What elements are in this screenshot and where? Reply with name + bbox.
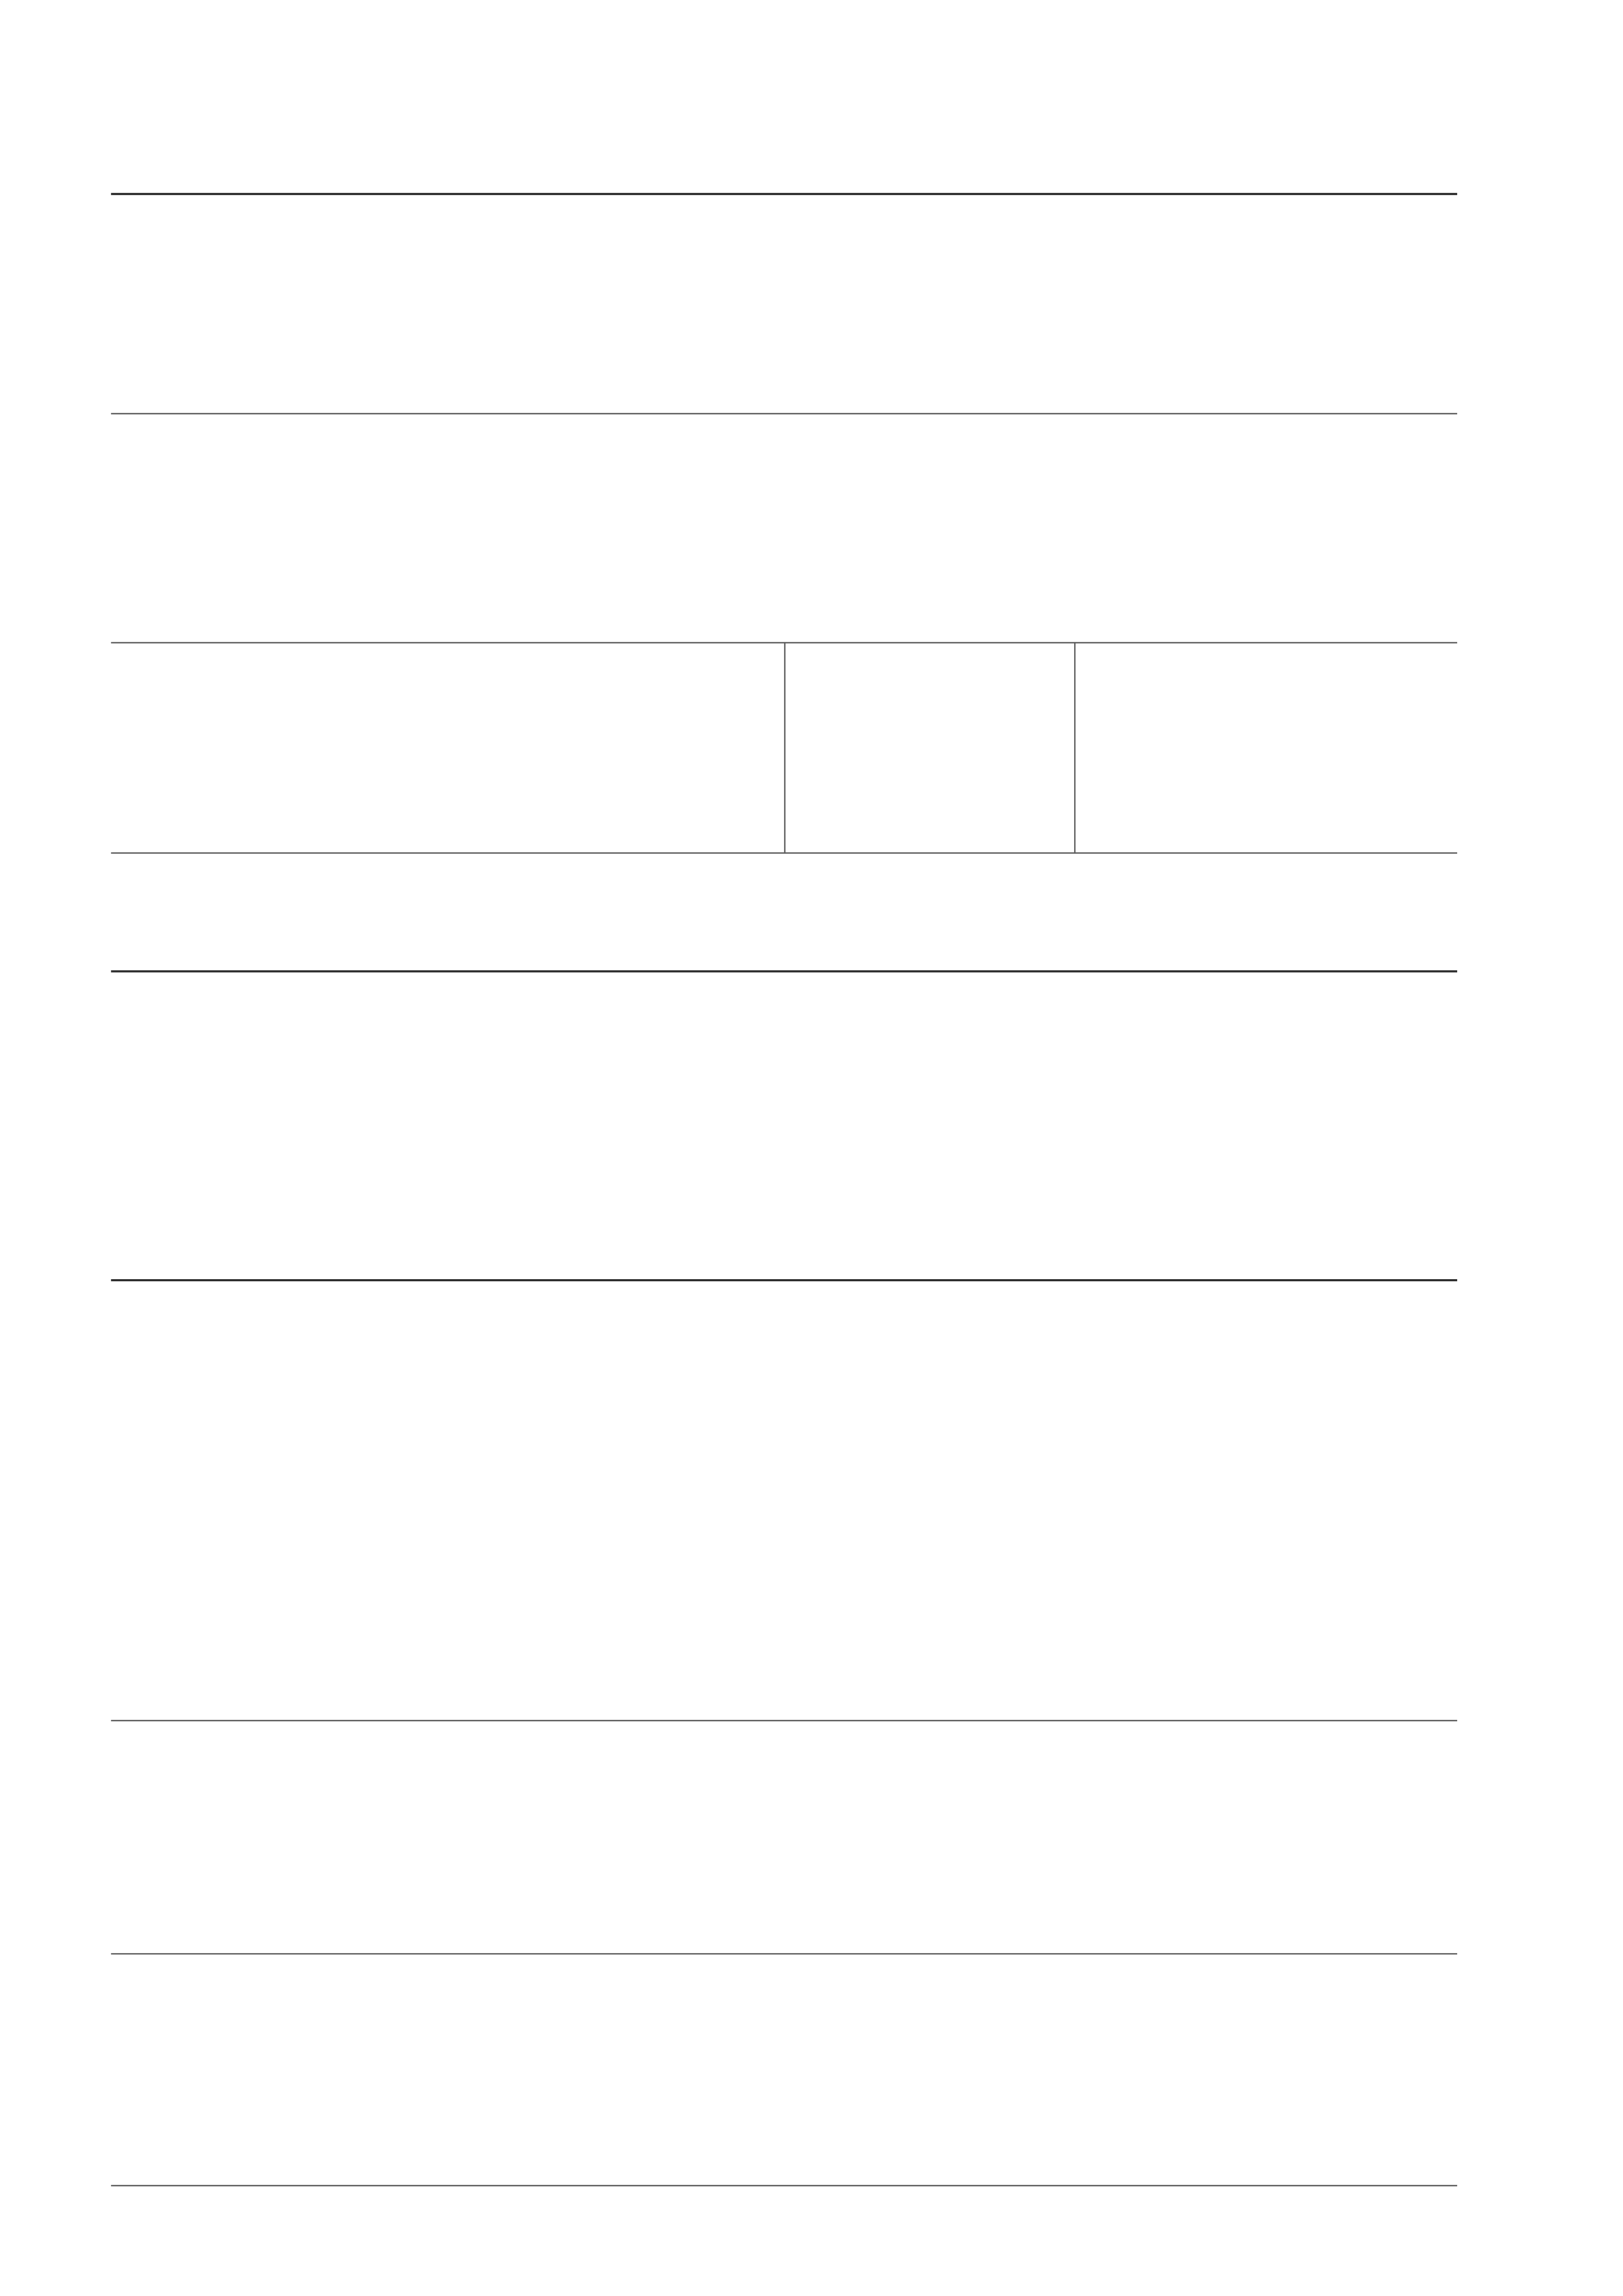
upper-cell-u2-text — [111, 413, 1457, 642]
upper-cell-u4 — [784, 642, 1074, 852]
upper-cell-u7-text — [111, 970, 1457, 1279]
upper-cell-u1 — [111, 193, 1457, 413]
lower-cell-l1 — [111, 1279, 1457, 2185]
upper-cell-u6-text — [111, 852, 1457, 970]
upper-cell-u4-text — [784, 642, 1074, 852]
upper-cell-u7 — [111, 970, 1457, 1279]
upper-cell-u5-text — [1074, 642, 1457, 852]
upper-cell-u6 — [111, 852, 1457, 970]
table-line — [111, 2185, 1457, 2186]
upper-cell-u2 — [111, 413, 1457, 642]
upper-cell-u5 — [1074, 642, 1457, 852]
lower-cell-l1-text — [111, 1279, 1457, 2185]
upper-cell-u1-text — [111, 193, 1457, 413]
upper-cell-u3 — [111, 642, 784, 852]
upper-cell-u3-text — [111, 642, 784, 852]
